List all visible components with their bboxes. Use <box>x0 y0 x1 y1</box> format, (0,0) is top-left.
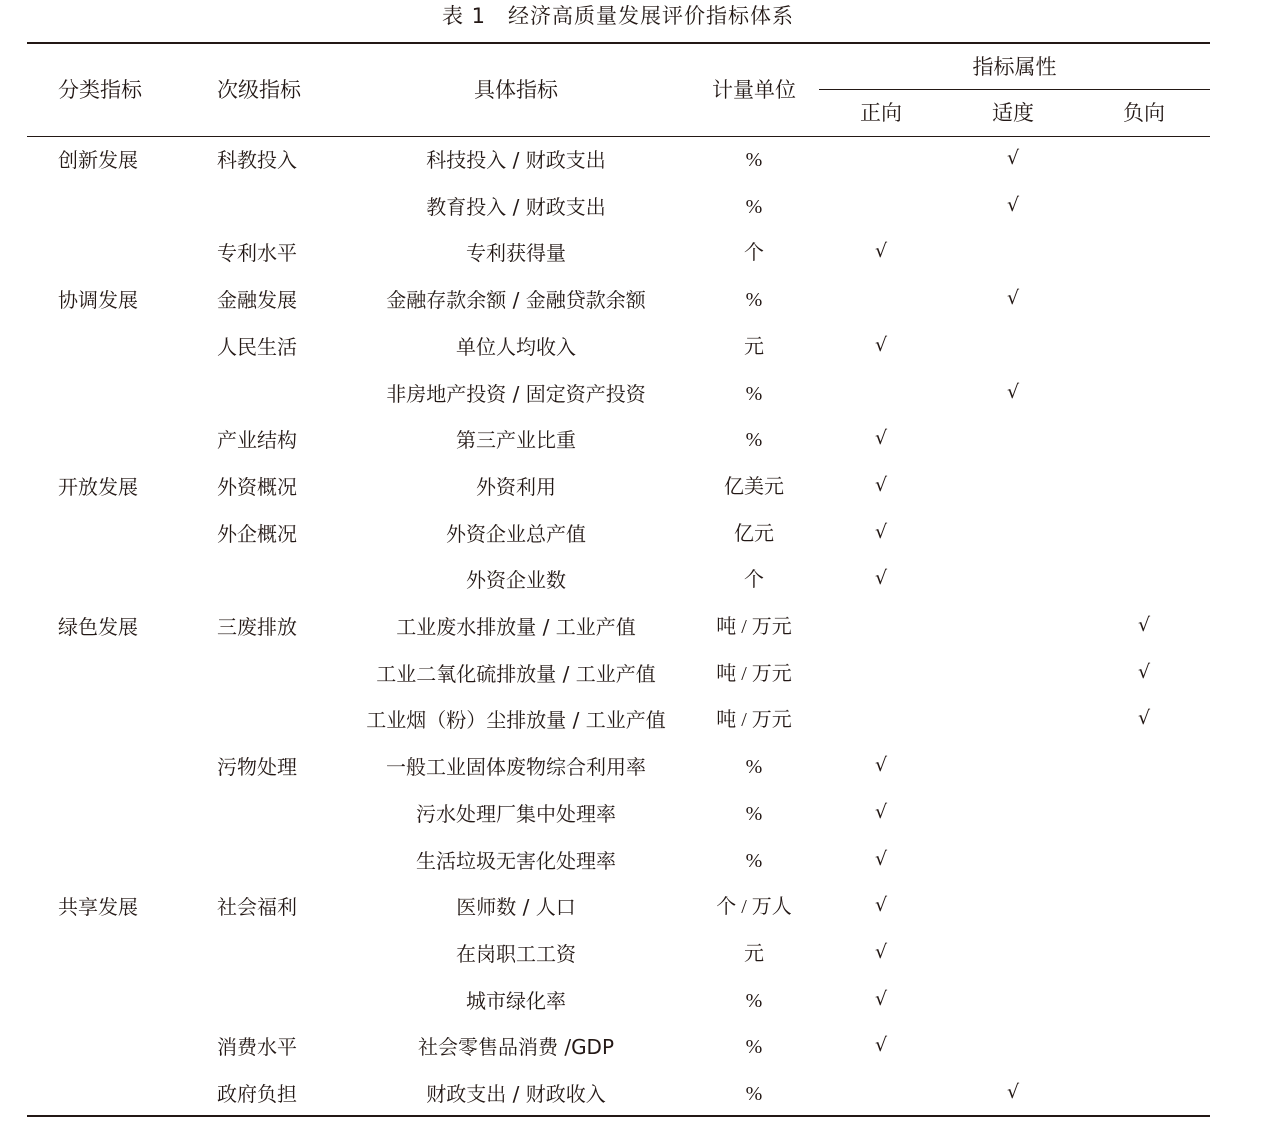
row-positive-mark: √ <box>874 567 888 589</box>
header-moderate: 适度 <box>992 101 1034 125</box>
row-indicator: 一般工业固体废物综合利用率 <box>386 755 646 779</box>
row-unit: % <box>745 803 763 825</box>
row-indicator: 工业废水排放量 / 工业产值 <box>396 615 636 639</box>
row-indicator: 污水处理厂集中处理率 <box>416 802 616 826</box>
row-positive-mark: √ <box>874 521 888 543</box>
row-positive-mark: √ <box>874 894 888 916</box>
row-category: 协调发展 <box>58 288 138 312</box>
row-subcategory: 外资概况 <box>217 475 297 499</box>
bottom-rule <box>27 1115 1210 1117</box>
row-moderate-mark: √ <box>1006 194 1020 216</box>
row-unit: % <box>745 1036 763 1058</box>
row-subcategory: 专利水平 <box>217 241 297 265</box>
header-attribute: 指标属性 <box>972 55 1057 79</box>
row-unit: 吨 / 万元 <box>716 663 792 685</box>
row-subcategory: 政府负担 <box>217 1082 297 1106</box>
row-indicator: 生活垃圾无害化处理率 <box>416 849 616 873</box>
attribute-subheader-rule <box>819 89 1210 90</box>
row-indicator: 在岗职工工资 <box>456 942 576 966</box>
row-indicator: 外资利用 <box>476 475 556 499</box>
row-unit: 吨 / 万元 <box>716 709 792 731</box>
row-positive-mark: √ <box>874 848 888 870</box>
row-negative-mark: √ <box>1137 707 1151 729</box>
row-indicator: 城市绿化率 <box>466 989 566 1013</box>
row-unit: 元 <box>744 943 764 965</box>
row-unit: 个 <box>744 569 764 591</box>
row-unit: % <box>745 196 763 218</box>
row-indicator: 财政支出 / 财政收入 <box>426 1082 606 1106</box>
row-moderate-mark: √ <box>1006 1081 1020 1103</box>
row-positive-mark: √ <box>874 941 888 963</box>
row-indicator: 专利获得量 <box>466 241 566 265</box>
row-unit: % <box>745 149 763 171</box>
row-positive-mark: √ <box>874 240 888 262</box>
row-indicator: 非房地产投资 / 固定资产投资 <box>386 382 646 406</box>
top-rule <box>27 42 1210 44</box>
row-subcategory: 污物处理 <box>217 755 297 779</box>
row-moderate-mark: √ <box>1006 147 1020 169</box>
row-moderate-mark: √ <box>1006 287 1020 309</box>
row-indicator: 外资企业总产值 <box>446 522 586 546</box>
row-category: 共享发展 <box>58 895 138 919</box>
row-unit: % <box>745 1083 763 1105</box>
row-positive-mark: √ <box>874 334 888 356</box>
header-subcategory: 次级指标 <box>217 78 301 102</box>
row-positive-mark: √ <box>874 427 888 449</box>
row-unit: % <box>745 850 763 872</box>
row-indicator: 第三产业比重 <box>456 428 576 452</box>
header-category: 分类指标 <box>58 78 142 102</box>
row-subcategory: 科教投入 <box>217 148 297 172</box>
row-indicator: 医师数 / 人口 <box>456 895 576 919</box>
row-unit: % <box>745 756 763 778</box>
row-subcategory: 三废排放 <box>217 615 297 639</box>
row-positive-mark: √ <box>874 1034 888 1056</box>
row-subcategory: 金融发展 <box>217 288 297 312</box>
row-positive-mark: √ <box>874 801 888 823</box>
row-indicator: 科技投入 / 财政支出 <box>426 148 606 172</box>
row-unit: 亿元 <box>734 523 774 545</box>
row-moderate-mark: √ <box>1006 381 1020 403</box>
row-unit: % <box>745 289 763 311</box>
row-unit: 个 <box>744 242 764 264</box>
table-caption: 表 1 经济高质量发展评价指标体系 <box>441 4 795 28</box>
row-unit: % <box>745 383 763 405</box>
row-category: 创新发展 <box>58 148 138 172</box>
row-indicator: 外资企业数 <box>466 568 566 592</box>
header-negative: 负向 <box>1123 101 1165 125</box>
row-unit: 亿美元 <box>724 476 784 498</box>
header-positive: 正向 <box>860 101 902 125</box>
header-indicator: 具体指标 <box>474 78 558 102</box>
row-negative-mark: √ <box>1137 614 1151 636</box>
row-positive-mark: √ <box>874 988 888 1010</box>
row-indicator: 工业二氧化硫排放量 / 工业产值 <box>376 662 656 686</box>
row-category: 开放发展 <box>58 475 138 499</box>
row-subcategory: 消费水平 <box>217 1035 297 1059</box>
row-positive-mark: √ <box>874 474 888 496</box>
row-indicator: 单位人均收入 <box>456 335 576 359</box>
row-negative-mark: √ <box>1137 661 1151 683</box>
header-bottom-rule <box>27 136 1210 137</box>
row-subcategory: 社会福利 <box>217 895 297 919</box>
row-unit: % <box>745 429 763 451</box>
row-indicator: 工业烟（粉）尘排放量 / 工业产值 <box>366 708 666 732</box>
header-unit: 计量单位 <box>712 78 796 102</box>
row-unit: 元 <box>744 336 764 358</box>
row-positive-mark: √ <box>874 754 888 776</box>
row-subcategory: 人民生活 <box>217 335 297 359</box>
row-subcategory: 产业结构 <box>217 428 297 452</box>
row-unit: % <box>745 990 763 1012</box>
row-unit: 吨 / 万元 <box>716 616 792 638</box>
row-indicator: 金融存款余额 / 金融贷款余额 <box>386 288 646 312</box>
row-indicator: 教育投入 / 财政支出 <box>426 195 606 219</box>
row-indicator: 社会零售品消费 /GDP <box>417 1035 615 1059</box>
row-category: 绿色发展 <box>58 615 138 639</box>
row-unit: 个 / 万人 <box>716 896 792 918</box>
row-subcategory: 外企概况 <box>217 522 297 546</box>
